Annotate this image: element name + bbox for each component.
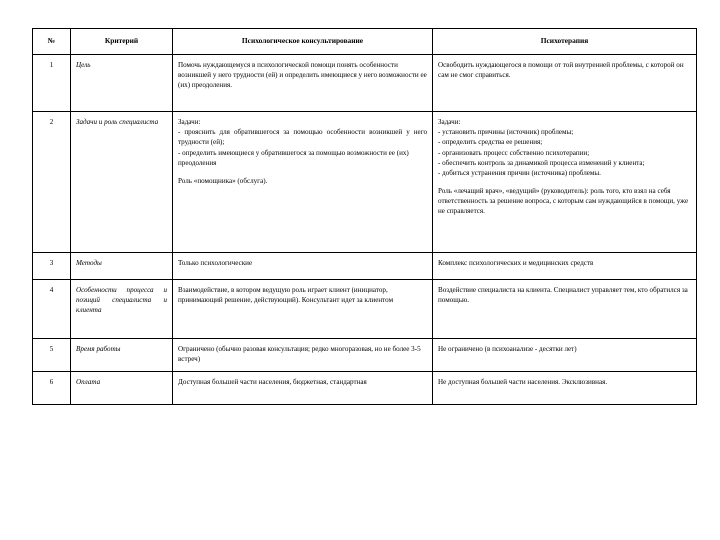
table-body [33, 54, 697, 404]
header-criterion: Критерий [71, 29, 173, 55]
cell-row-number: 3 [33, 252, 71, 279]
cell-therapy [433, 371, 697, 404]
cell-counseling [173, 371, 433, 404]
text-line: Только психологические [178, 258, 253, 267]
paragraph [438, 117, 691, 179]
cell-counseling [173, 252, 433, 279]
paragraph [178, 176, 427, 186]
cell-criterion: Методы [71, 252, 173, 279]
text-line: Роль «лечащий врач», «ведущий» (руководитель): роль того, кто взял на себя ответственность за решение вопроса, с которым сам нуждающийся в помощи, уже не справляется. [438, 186, 689, 216]
text-line: Роль «помощника» (обслуга). [178, 176, 268, 185]
cell-counseling [173, 279, 433, 338]
paragraph [438, 258, 691, 268]
paragraph [438, 186, 691, 217]
text-line: - обеспечить контроль за динамикой процесса изменений у клиента; [438, 158, 645, 167]
cell-criterion: Цель [71, 54, 173, 111]
cell-counseling [173, 54, 433, 111]
text-line: Не доступная большей части населения. Эксклюзивная. [438, 377, 608, 386]
paragraph [438, 285, 691, 306]
header-counseling: Психологическое консультирование [173, 29, 433, 55]
text-line: Взаимодействие, в котором ведущую роль играет клиент (инициатор, принимающий решение, действующий). Консультант идет за клиентом [178, 285, 394, 305]
cell-row-number: 1 [33, 54, 71, 111]
text-line: - добиться устранения причин (источника) проблемы. [438, 169, 601, 178]
table-row [33, 111, 697, 252]
text-line: Ограничено (обычно разовая консультация; редко многоразовая, но не более 3-5 встреч) [178, 344, 421, 364]
cell-row-number: 4 [33, 279, 71, 338]
text-line: - прояснить для обратившегося за помощью особенности возникшей у него трудности (ей); [178, 128, 427, 147]
paragraph [178, 377, 427, 387]
cell-row-number: 2 [33, 111, 71, 252]
text-line: Доступная большей части населения, бюджетная, стандартная [178, 377, 367, 386]
cell-row-number: 5 [33, 338, 71, 371]
paragraph [178, 117, 427, 168]
cell-criterion: Задачи и роль специалиста [71, 111, 173, 252]
table-row [33, 279, 697, 338]
paragraph [438, 344, 691, 354]
table-header [33, 29, 697, 55]
cell-therapy [433, 111, 697, 252]
text-line: - определить имеющиеся у обратившегося за помощью возможности ее (их) преодоления [178, 148, 409, 167]
cell-therapy [433, 252, 697, 279]
paragraph [178, 258, 427, 268]
cell-criterion: Время работы [71, 338, 173, 371]
text-line: Задачи: [438, 117, 461, 126]
cell-therapy [433, 338, 697, 371]
header-row [33, 29, 697, 55]
cell-therapy [433, 279, 697, 338]
table-row [33, 338, 697, 371]
text-line: Задачи: [178, 117, 201, 126]
cell-criterion: Оплата [71, 371, 173, 404]
cell-criterion: Особенности процесса и позиций специалиста и клиента [71, 279, 173, 338]
paragraph [178, 344, 427, 365]
cell-therapy [433, 54, 697, 111]
text-line: Освободить нуждающегося в помощи от той внутренней проблемы, с которой он сам не смог справиться. [438, 60, 684, 80]
text-line: Воздействие специалиста на клиента. Специалист управляет тем, кто обратился за помощью. [438, 285, 688, 305]
cell-counseling [173, 338, 433, 371]
text-line: - определить средства ее решения; [438, 138, 543, 147]
paragraph [178, 60, 427, 91]
table-container [32, 28, 696, 405]
paragraph [438, 60, 691, 81]
table-row [33, 252, 697, 279]
text-line: Помочь нуждающемуся в психологической помощи понять особенности возникшей у него трудности (ей) и определить имеющиеся у него возможности ее (их) преодоления. [178, 60, 427, 90]
text-line: - установить причины (источник) проблемы; [438, 128, 574, 137]
paragraph [178, 285, 427, 306]
cell-row-number: 6 [33, 371, 71, 404]
header-num: № [33, 29, 71, 55]
text-line: Комплекс психологических и медицинских средств [438, 258, 594, 267]
paragraph [438, 377, 691, 387]
cell-counseling [173, 111, 433, 252]
text-line: Не ограничено (в психоанализе - десятки лет) [438, 344, 577, 353]
text-line: - организовать процесс собственно психотерапии; [438, 148, 590, 157]
table-row [33, 54, 697, 111]
table-row [33, 371, 697, 404]
header-therapy: Психотерапия [433, 29, 697, 55]
comparison-table [32, 28, 697, 405]
